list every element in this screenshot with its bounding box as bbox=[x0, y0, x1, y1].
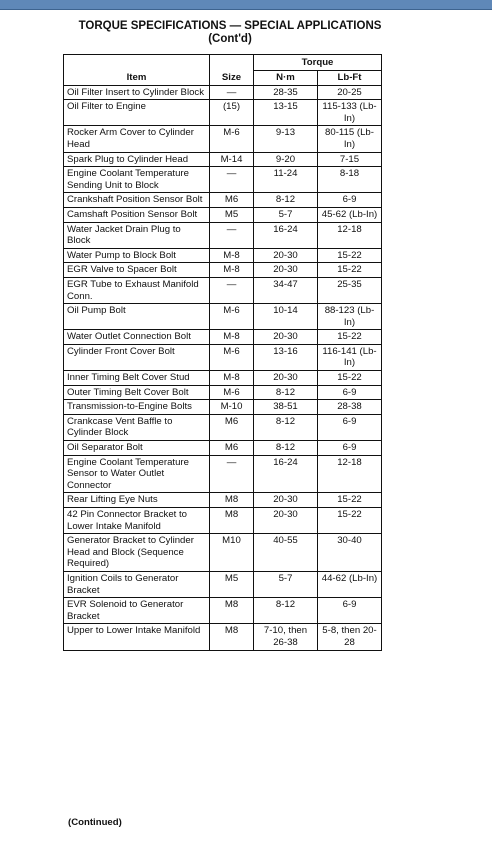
table-row bbox=[64, 85, 382, 100]
cell-size: M5 bbox=[210, 207, 254, 222]
cell-lbft: 15-22 bbox=[318, 508, 382, 534]
cell-item: Engine Coolant Temperature Sensor to Water Outlet Connector bbox=[64, 455, 210, 493]
cell-size: M-8 bbox=[210, 263, 254, 278]
table-row bbox=[64, 624, 382, 650]
cell-size: — bbox=[210, 222, 254, 248]
table-row bbox=[64, 248, 382, 263]
cell-nm: 10-14 bbox=[254, 304, 318, 330]
table-row bbox=[64, 193, 382, 208]
cell-nm: 16-24 bbox=[254, 222, 318, 248]
page-title: TORQUE SPECIFICATIONS — SPECIAL APPLICATIONS bbox=[78, 20, 382, 32]
table-row bbox=[64, 385, 382, 400]
cell-size: M-8 bbox=[210, 371, 254, 386]
cell-lbft: 6-9 bbox=[318, 441, 382, 456]
cell-size: M8 bbox=[210, 598, 254, 624]
cell-item: Outer Timing Belt Cover Bolt bbox=[64, 385, 210, 400]
header-row-torque bbox=[64, 55, 382, 71]
table-row bbox=[64, 207, 382, 222]
table-row bbox=[64, 263, 382, 278]
header-item: Item bbox=[64, 55, 210, 86]
table-row bbox=[64, 344, 382, 370]
cell-item: Water Jacket Drain Plug to Block bbox=[64, 222, 210, 248]
cell-item: Transmission-to-Engine Bolts bbox=[64, 400, 210, 415]
cell-item: EGR Valve to Spacer Bolt bbox=[64, 263, 210, 278]
cell-lbft: 12-18 bbox=[318, 455, 382, 493]
table-row bbox=[64, 167, 382, 193]
title-block bbox=[40, 20, 420, 46]
cell-size: M8 bbox=[210, 508, 254, 534]
page-subtitle: (Cont'd) bbox=[208, 33, 252, 45]
table-row bbox=[64, 455, 382, 493]
cell-nm: 8-12 bbox=[254, 441, 318, 456]
cell-size: — bbox=[210, 455, 254, 493]
table-row bbox=[64, 400, 382, 415]
cell-lbft: 15-22 bbox=[318, 371, 382, 386]
cell-size: M6 bbox=[210, 441, 254, 456]
table-row bbox=[64, 571, 382, 597]
cell-lbft: 15-22 bbox=[318, 330, 382, 345]
cell-item: Generator Bracket to Cylinder Head and Block (Sequence Required) bbox=[64, 534, 210, 572]
header-size: Size bbox=[210, 55, 254, 86]
cell-nm: 20-30 bbox=[254, 508, 318, 534]
cell-nm: 13-16 bbox=[254, 344, 318, 370]
cell-item: Water Pump to Block Bolt bbox=[64, 248, 210, 263]
cell-size: — bbox=[210, 167, 254, 193]
cell-nm: 5-7 bbox=[254, 207, 318, 222]
top-banner bbox=[0, 0, 492, 10]
table-row bbox=[64, 598, 382, 624]
cell-size: M-6 bbox=[210, 304, 254, 330]
cell-lbft: 8-18 bbox=[318, 167, 382, 193]
table-row bbox=[64, 508, 382, 534]
cell-item: Rear Lifting Eye Nuts bbox=[64, 493, 210, 508]
cell-nm: 7-10, then 26-38 bbox=[254, 624, 318, 650]
table-row bbox=[64, 126, 382, 152]
cell-lbft: 30-40 bbox=[318, 534, 382, 572]
cell-nm: 20-30 bbox=[254, 263, 318, 278]
cell-item: Oil Separator Bolt bbox=[64, 441, 210, 456]
cell-lbft: 88-123 (Lb-In) bbox=[318, 304, 382, 330]
cell-lbft: 6-9 bbox=[318, 193, 382, 208]
cell-nm: 11-24 bbox=[254, 167, 318, 193]
cell-nm: 8-12 bbox=[254, 414, 318, 440]
cell-nm: 8-12 bbox=[254, 385, 318, 400]
cell-lbft: 6-9 bbox=[318, 414, 382, 440]
cell-nm: 20-30 bbox=[254, 330, 318, 345]
cell-nm: 13-15 bbox=[254, 100, 318, 126]
cell-nm: 38-51 bbox=[254, 400, 318, 415]
cell-item: Water Outlet Connection Bolt bbox=[64, 330, 210, 345]
cell-size: M-8 bbox=[210, 330, 254, 345]
cell-nm: 8-12 bbox=[254, 193, 318, 208]
cell-lbft: 6-9 bbox=[318, 598, 382, 624]
cell-lbft: 116-141 (Lb-In) bbox=[318, 344, 382, 370]
table-row bbox=[64, 330, 382, 345]
table-header bbox=[64, 55, 382, 86]
table-row bbox=[64, 100, 382, 126]
cell-item: Camshaft Position Sensor Bolt bbox=[64, 207, 210, 222]
cell-item: EVR Solenoid to Generator Bracket bbox=[64, 598, 210, 624]
header-torque: Torque bbox=[254, 55, 382, 71]
cell-lbft: 12-18 bbox=[318, 222, 382, 248]
cell-size: M-6 bbox=[210, 344, 254, 370]
cell-item: Cylinder Front Cover Bolt bbox=[64, 344, 210, 370]
cell-size: M-8 bbox=[210, 248, 254, 263]
cell-nm: 40-55 bbox=[254, 534, 318, 572]
cell-lbft: 15-22 bbox=[318, 263, 382, 278]
cell-lbft: 5-8, then 20-28 bbox=[318, 624, 382, 650]
cell-item: EGR Tube to Exhaust Manifold Conn. bbox=[64, 277, 210, 303]
cell-size: M6 bbox=[210, 193, 254, 208]
cell-lbft: 25-35 bbox=[318, 277, 382, 303]
table-row bbox=[64, 493, 382, 508]
table-row bbox=[64, 222, 382, 248]
cell-item: Engine Coolant Temperature Sending Unit to Block bbox=[64, 167, 210, 193]
cell-size: M-10 bbox=[210, 400, 254, 415]
table-row bbox=[64, 152, 382, 167]
cell-size: M8 bbox=[210, 624, 254, 650]
cell-nm: 5-7 bbox=[254, 571, 318, 597]
table-body bbox=[64, 85, 382, 650]
cell-lbft: 15-22 bbox=[318, 248, 382, 263]
cell-lbft: 44-62 (Lb-In) bbox=[318, 571, 382, 597]
cell-nm: 20-30 bbox=[254, 371, 318, 386]
cell-size: — bbox=[210, 85, 254, 100]
cell-item: Spark Plug to Cylinder Head bbox=[64, 152, 210, 167]
table-row bbox=[64, 534, 382, 572]
cell-item: Oil Pump Bolt bbox=[64, 304, 210, 330]
cell-nm: 20-30 bbox=[254, 493, 318, 508]
cell-item: Crankcase Vent Baffle to Cylinder Block bbox=[64, 414, 210, 440]
cell-item: Upper to Lower Intake Manifold bbox=[64, 624, 210, 650]
cell-nm: 20-30 bbox=[254, 248, 318, 263]
cell-size: M5 bbox=[210, 571, 254, 597]
cell-lbft: 28-38 bbox=[318, 400, 382, 415]
cell-lbft: 7-15 bbox=[318, 152, 382, 167]
cell-item: Oil Filter Insert to Cylinder Block bbox=[64, 85, 210, 100]
cell-nm: 9-13 bbox=[254, 126, 318, 152]
table-row bbox=[64, 441, 382, 456]
cell-nm: 28-35 bbox=[254, 85, 318, 100]
cell-item: 42 Pin Connector Bracket to Lower Intake Manifold bbox=[64, 508, 210, 534]
cell-lbft: 6-9 bbox=[318, 385, 382, 400]
cell-size: M-14 bbox=[210, 152, 254, 167]
table-row bbox=[64, 414, 382, 440]
cell-size: M-6 bbox=[210, 126, 254, 152]
cell-size: M-6 bbox=[210, 385, 254, 400]
cell-lbft: 20-25 bbox=[318, 85, 382, 100]
cell-size: M10 bbox=[210, 534, 254, 572]
cell-lbft: 80-115 (Lb-In) bbox=[318, 126, 382, 152]
header-nm: N·m bbox=[254, 71, 318, 86]
cell-item: Ignition Coils to Generator Bracket bbox=[64, 571, 210, 597]
torque-spec-table bbox=[63, 54, 382, 651]
table-row bbox=[64, 304, 382, 330]
cell-size: — bbox=[210, 277, 254, 303]
cell-size: (15) bbox=[210, 100, 254, 126]
cell-nm: 9-20 bbox=[254, 152, 318, 167]
cell-size: M8 bbox=[210, 493, 254, 508]
cell-item: Oil Filter to Engine bbox=[64, 100, 210, 126]
cell-item: Inner Timing Belt Cover Stud bbox=[64, 371, 210, 386]
cell-nm: 16-24 bbox=[254, 455, 318, 493]
table-row bbox=[64, 371, 382, 386]
cell-item: Crankshaft Position Sensor Bolt bbox=[64, 193, 210, 208]
cell-lbft: 45-62 (Lb-In) bbox=[318, 207, 382, 222]
cell-nm: 34-47 bbox=[254, 277, 318, 303]
cell-item: Rocker Arm Cover to Cylinder Head bbox=[64, 126, 210, 152]
continued-note: (Continued) bbox=[68, 817, 122, 828]
cell-nm: 8-12 bbox=[254, 598, 318, 624]
cell-lbft: 15-22 bbox=[318, 493, 382, 508]
table-row bbox=[64, 277, 382, 303]
cell-size: M6 bbox=[210, 414, 254, 440]
header-lbft: Lb-Ft bbox=[318, 71, 382, 86]
cell-lbft: 115-133 (Lb-In) bbox=[318, 100, 382, 126]
